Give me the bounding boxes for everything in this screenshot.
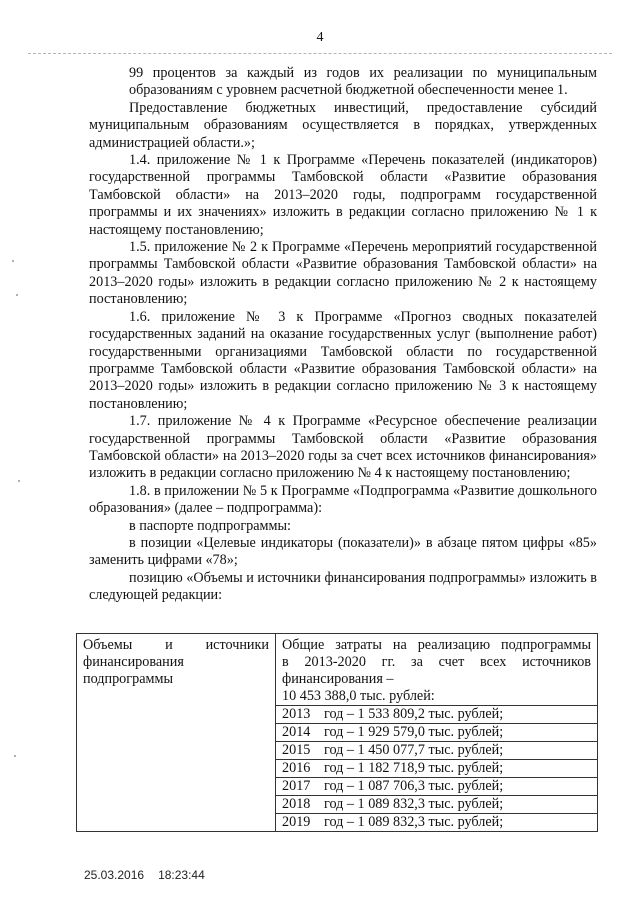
label-line: финансирования — [83, 654, 184, 670]
year-row — [276, 813, 597, 831]
year-label: 2015 — [282, 742, 311, 758]
label-line: Объемы и источники — [83, 637, 269, 653]
scan-speck — [16, 294, 18, 296]
year-label: 2017 — [282, 778, 311, 794]
table-row — [77, 634, 598, 832]
year-row — [276, 723, 597, 741]
year-label: 2014 — [282, 724, 311, 740]
paragraph: в паспорте подпрограммы: — [129, 517, 291, 534]
paragraph: 1.6. приложение № 3 к Программе «Прогноз сводных показателей государственных заданий на оказание государственных услуг (выполнение работ) государственными организациями Тамбовской области по государственной программе Тамбовской области «Развитие образования Тамбовской области» на 2013–2020 годы» изложить в редакции согласно приложению № 3 к настоящему постановлению; — [89, 308, 597, 412]
header-divider — [28, 53, 612, 54]
paragraph: 1.8. в приложении № 5 к Программе «Подпрограмма «Развитие дошкольного образования» (далее – подпрограмма): — [89, 482, 597, 517]
page-number: 4 — [316, 30, 324, 45]
scan-speck — [18, 480, 20, 482]
paragraph: 1.5. приложение № 2 к Программе «Перечень мероприятий государственной программы Тамбовской области «Развитие образования Тамбовской области» на 2013–2020 годы» изложить в редакции согласно приложению № 2 к настоящему постановлению; — [89, 239, 597, 308]
year-amount: год – 1 533 809,2 тыс. рублей; — [324, 706, 504, 722]
year-amount: год – 1 089 832,3 тыс. рублей; — [324, 796, 504, 812]
year-amount: год – 1 089 832,3 тыс. рублей; — [324, 814, 504, 830]
value-line: Общие затраты на реализацию подпрограммы — [282, 637, 591, 653]
document-body — [89, 65, 597, 605]
value-line: финансирования – — [282, 671, 394, 687]
paragraph: 1.7. приложение № 4 к Программе «Ресурсное обеспечение реализации государственной программы Тамбовской области «Развитие образования Тамбовской области» на 2013–2020 годы за счет всех источников финансирования» изложить в редакции согласно приложению № 4 к настоящему постановлению; — [89, 413, 597, 482]
print-date: 25.03.2016 — [84, 868, 145, 882]
year-label: 2016 — [282, 760, 311, 776]
year-row — [276, 777, 597, 795]
year-label: 2019 — [282, 814, 311, 830]
table-value-cell — [276, 634, 598, 832]
table-label-cell — [77, 634, 276, 832]
year-row — [276, 795, 597, 813]
scan-speck — [12, 260, 14, 262]
paragraph: Предоставление бюджетных инвестиций, предоставление субсидий муниципальным образованиям осуществляется в порядках, утвержденных администрацией области.»; — [89, 99, 597, 151]
value-line: в 2013-2020 гг. за счет всех источников — [282, 654, 591, 670]
year-label: 2018 — [282, 796, 311, 812]
paragraph: 99 процентов за каждый из годов их реализации по муниципальным образованиям с уровнем расчетной бюджетной обеспеченности менее 1. — [129, 65, 597, 99]
print-timestamp — [84, 868, 205, 882]
year-amount: год – 1 182 718,9 тыс. рублей; — [324, 760, 504, 776]
year-row — [276, 741, 597, 759]
year-amount: год – 1 450 077,7 тыс. рублей; — [324, 742, 504, 758]
paragraph: позицию «Объемы и источники финансирования подпрограммы» изложить в следующей редакции: — [89, 569, 597, 604]
year-row — [276, 705, 597, 723]
label-line: подпрограммы — [83, 671, 173, 687]
year-row — [276, 759, 597, 777]
year-amount: год – 1 087 706,3 тыс. рублей; — [324, 778, 504, 794]
paragraph: в позиции «Целевые индикаторы (показатели)» в абзаце пятом цифры «85» заменить цифрами «78»; — [89, 534, 597, 569]
print-time: 18:23:44 — [158, 868, 205, 882]
paragraph: 1.4. приложение № 1 к Программе «Перечень показателей (индикаторов) государственной программы Тамбовской области «Развитие образования Тамбовской области» на 2013–2020 годы, подпрограмм государственной программы и их значениях» изложить в редакции согласно приложению № 1 к настоящему постановлению; — [89, 152, 597, 238]
year-label: 2013 — [282, 706, 311, 722]
financing-table — [76, 633, 598, 832]
total-line: 10 453 388,0 тыс. рублей: — [282, 688, 435, 704]
scan-speck — [14, 755, 16, 757]
year-amount: год – 1 929 579,0 тыс. рублей; — [324, 724, 504, 740]
